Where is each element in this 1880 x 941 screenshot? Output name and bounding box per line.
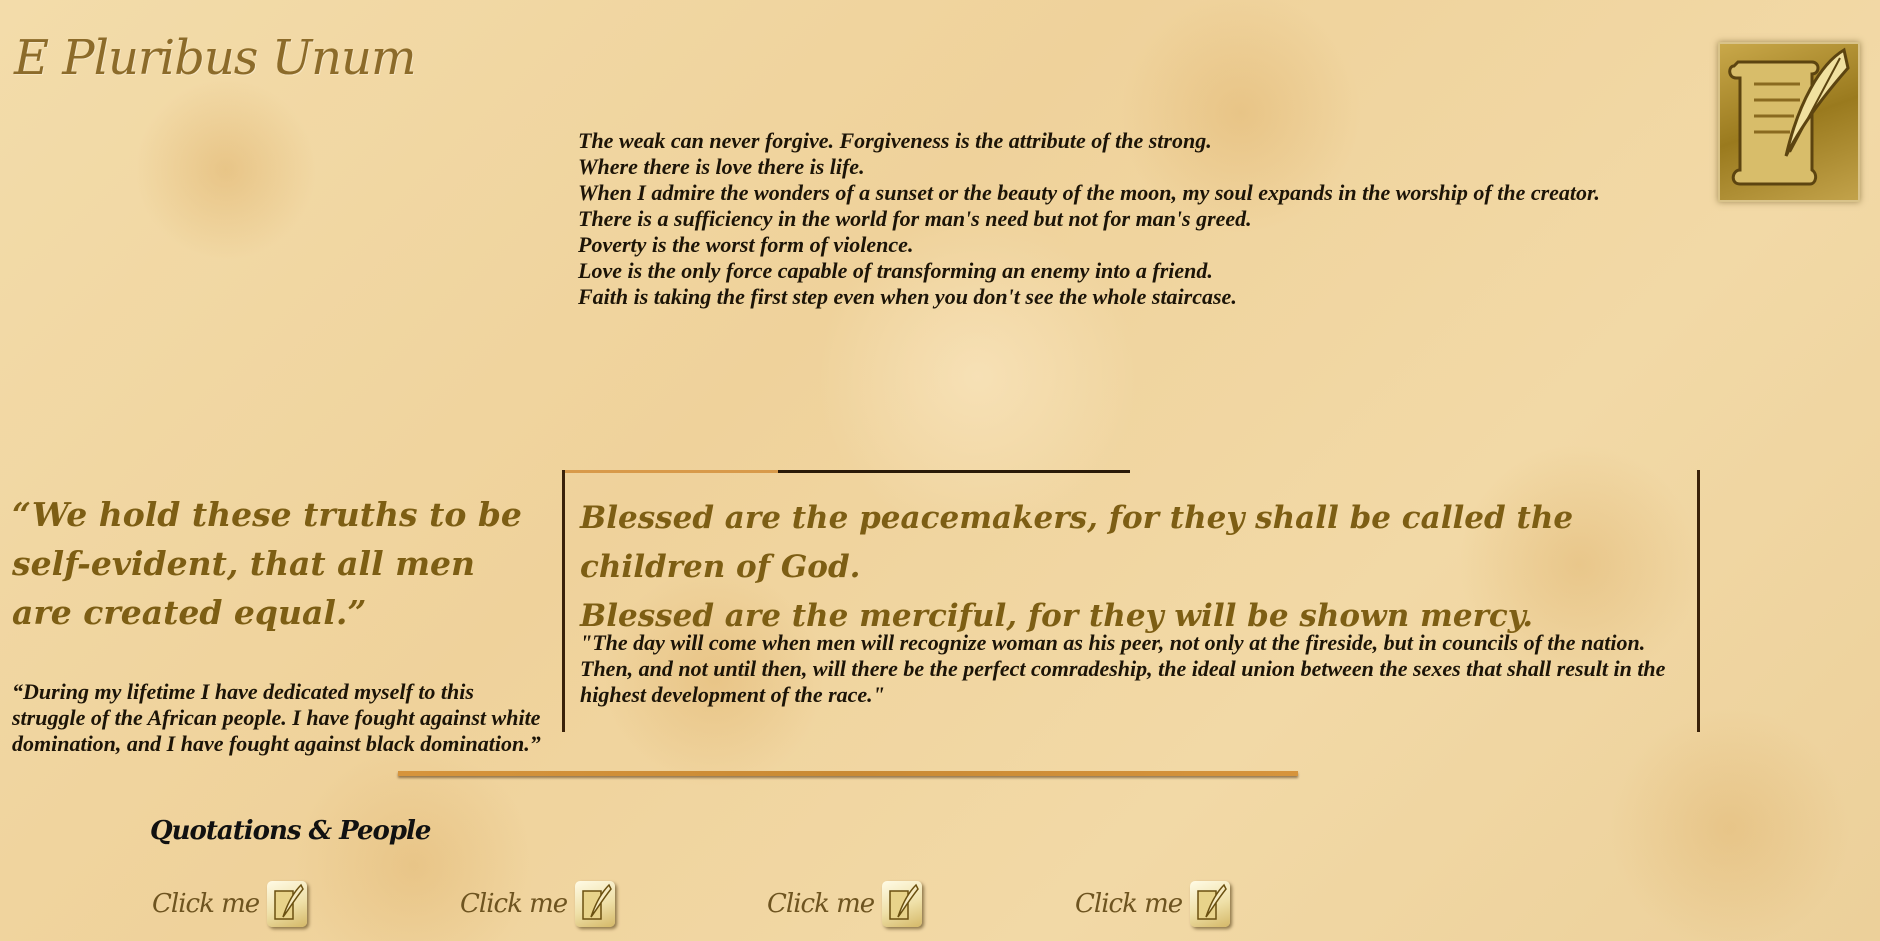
quote-line: Where there is love there is life. — [578, 154, 865, 179]
quote-line: There is a sufficiency in the world for man's need but not for man's greed. — [578, 206, 1252, 231]
beatitude-line: Blessed are the merciful, for they will be shown mercy. — [580, 598, 1534, 634]
mandela-quote: “During my lifetime I have dedicated myself to this struggle of the African people. I have fought against white domination, and I have fought against black domination.” — [12, 679, 541, 756]
scroll-quill-logo-icon — [1718, 42, 1860, 202]
beatitudes-quote — [580, 494, 1690, 641]
scroll-quill-icon[interactable] — [882, 881, 922, 927]
gandhi-quotes-list — [578, 128, 1600, 314]
decorative-rule — [398, 771, 1298, 776]
quote-line: Faith is taking the first step even when you don't see the whole staircase. — [578, 284, 1237, 309]
nav-click-me-button-3[interactable] — [767, 880, 922, 928]
declaration-quote: “We hold these truths to be self-evident, that all men are created equal.” — [12, 495, 522, 632]
nav-title: Quotations & People — [150, 816, 431, 846]
scroll-quill-icon[interactable] — [1190, 881, 1230, 927]
anthony-quote: "The day will come when men will recognize woman as his peer, not only at the fireside, but in councils of the nation. Then, and not until then, will there be the perfect comradeship, the ideal union between the sexes that shall result in the highest development of the race." — [580, 630, 1666, 707]
nav-label: Click me — [152, 889, 260, 919]
quote-line: Poverty is the worst form of violence. — [578, 232, 914, 257]
scroll-quill-icon[interactable] — [267, 881, 307, 927]
nav-click-me-button-1[interactable] — [152, 880, 307, 928]
scroll-quill-icon[interactable] — [575, 881, 615, 927]
nav-label: Click me — [460, 889, 568, 919]
nav-click-me-button-4[interactable] — [1075, 880, 1230, 928]
beatitude-line: Blessed are the peacemakers, for they shall be called the children of God. — [580, 500, 1574, 585]
quote-line: The weak can never forgive. Forgiveness is the attribute of the strong. — [578, 128, 1212, 153]
quote-line: Love is the only force capable of transforming an enemy into a friend. — [578, 258, 1213, 283]
nav-label: Click me — [1075, 889, 1183, 919]
nav-click-me-button-2[interactable] — [460, 880, 615, 928]
nav-label: Click me — [767, 889, 875, 919]
quote-line: When I admire the wonders of a sunset or the beauty of the moon, my soul expands in the worship of the creator. — [578, 180, 1600, 205]
site-title: E Pluribus Unum — [14, 30, 416, 86]
featured-quote-panel — [562, 470, 1700, 732]
